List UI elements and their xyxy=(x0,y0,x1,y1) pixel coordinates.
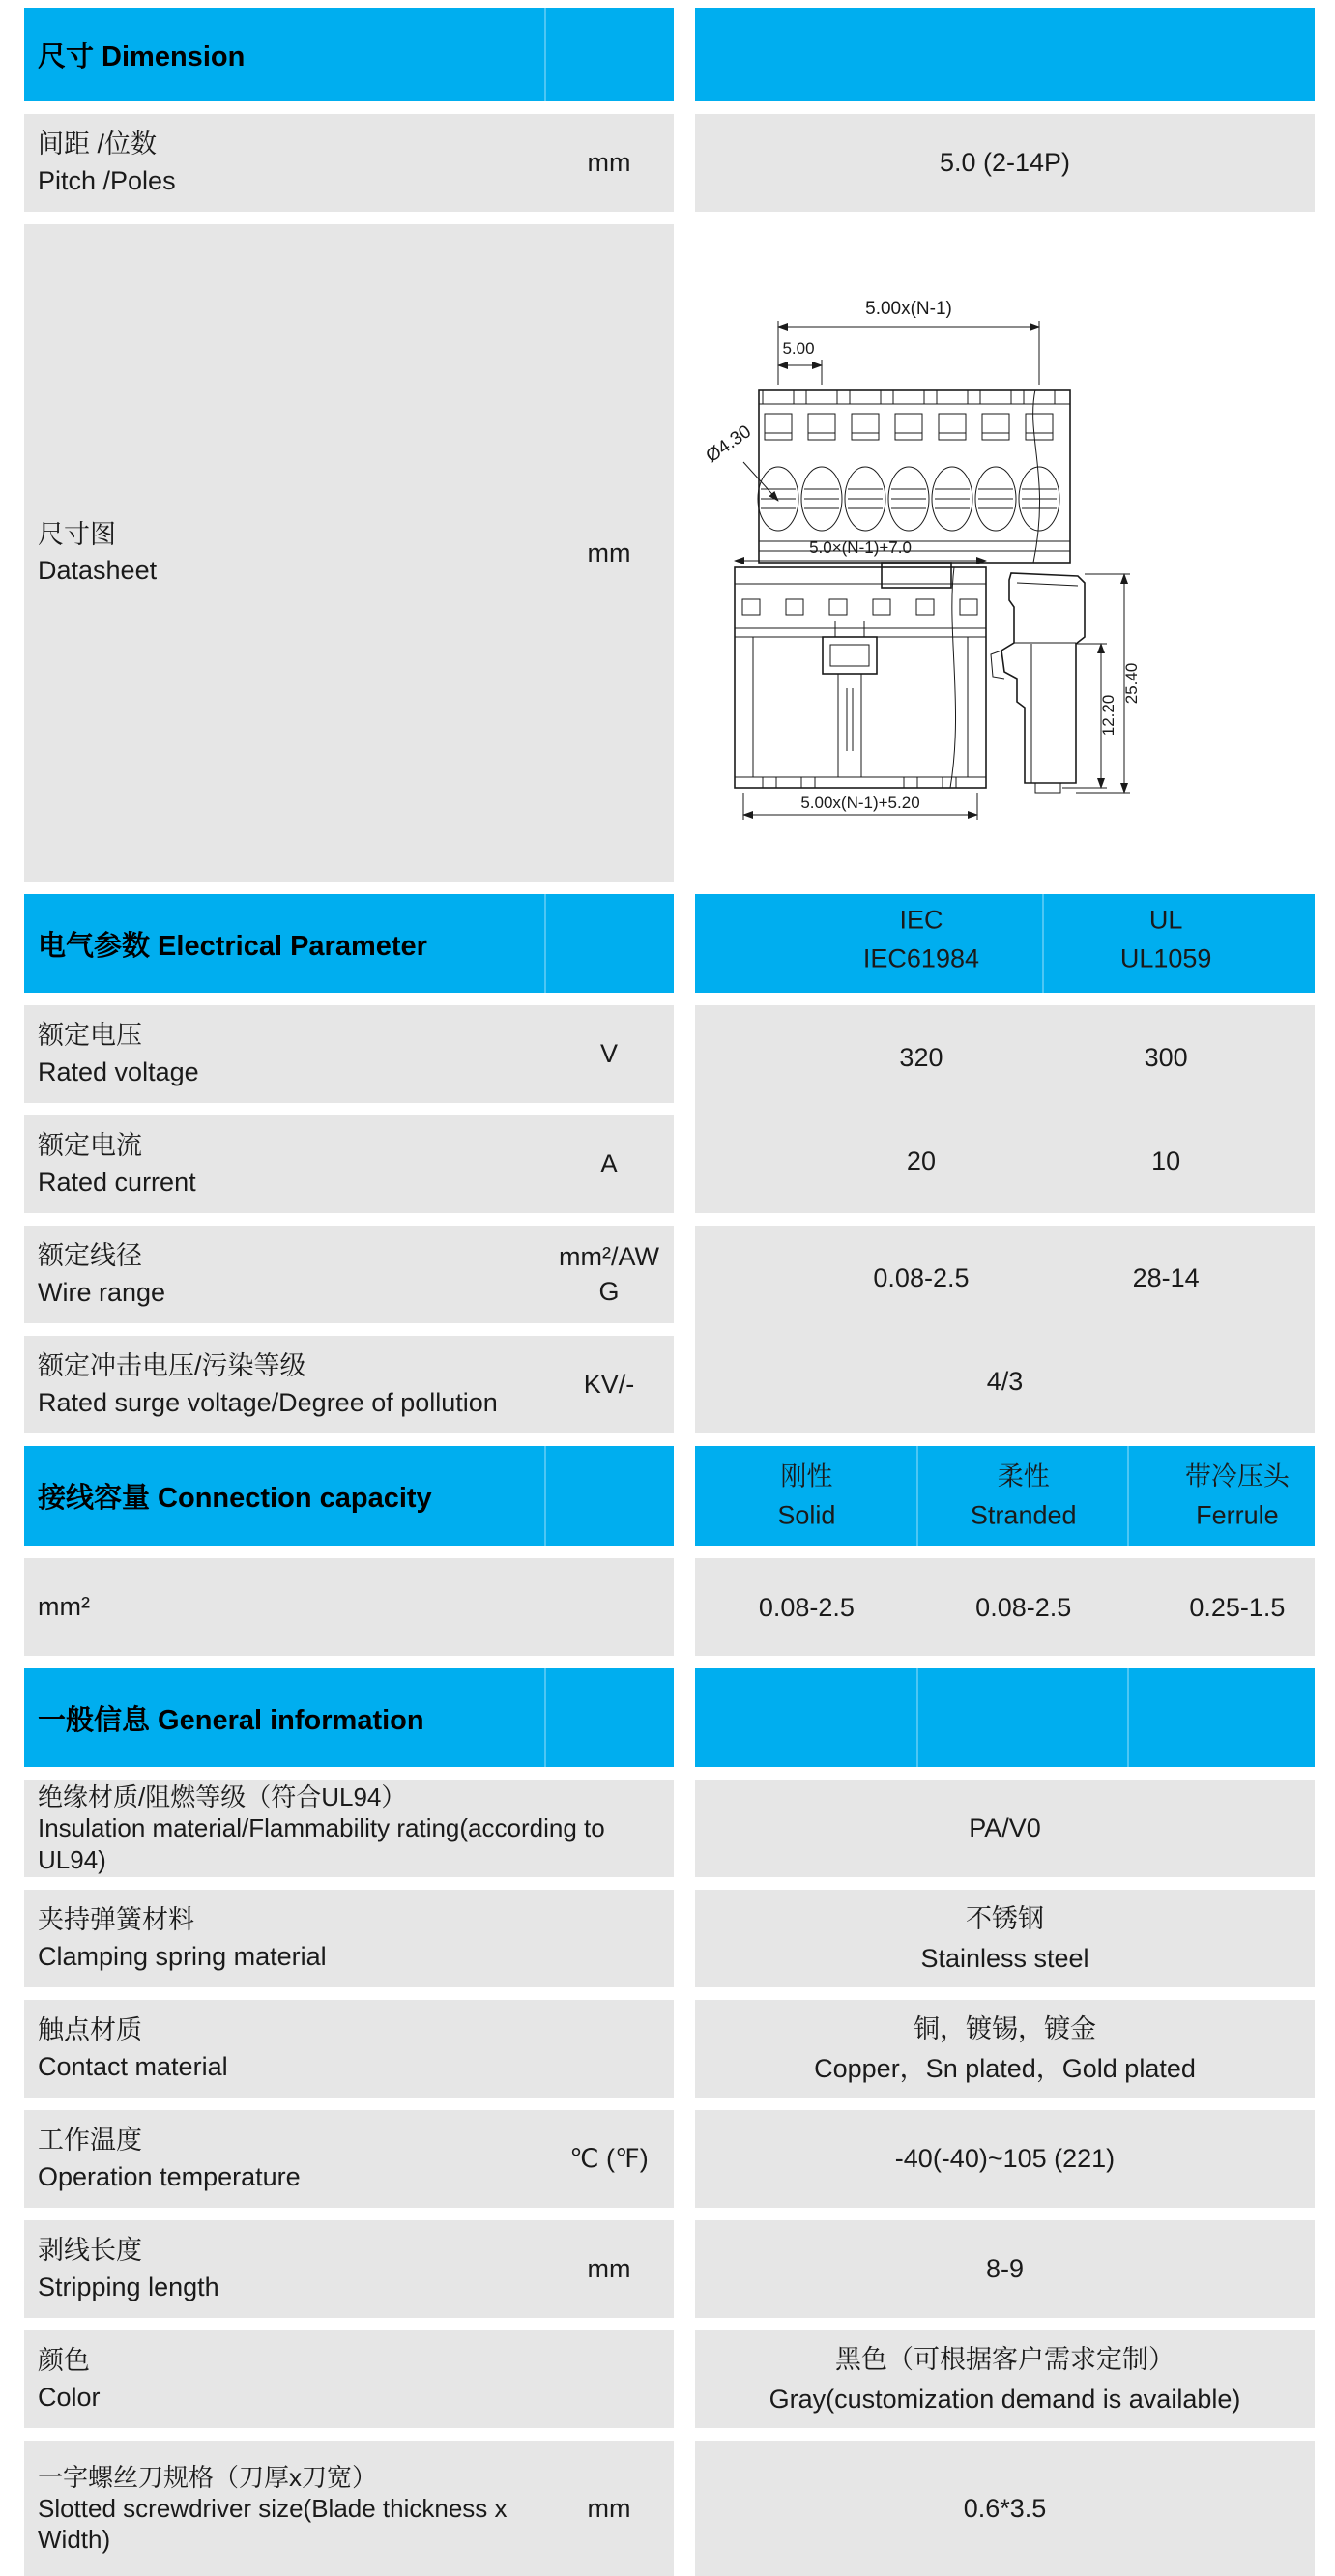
wire-range-values xyxy=(695,1226,1315,1330)
mm2-label: mm² xyxy=(38,1591,90,1621)
wire-surge-values xyxy=(695,1226,1315,1433)
bottom-view-drawing xyxy=(735,538,986,820)
section-general-header xyxy=(24,1668,1315,1767)
contact-label-en: Contact material xyxy=(38,2051,228,2081)
screwdriver-value-cell xyxy=(695,2441,1315,2576)
temperature-label-zh: 工作温度 xyxy=(38,2126,142,2156)
column-ul-standard: UL1059 xyxy=(1119,943,1212,973)
side-view-drawing xyxy=(991,573,1141,793)
screwdriver-label-en: Slotted screwdriver size(Blade thickness x Width) xyxy=(38,2493,508,2555)
spring-value xyxy=(695,1890,1315,1987)
column-stranded-en: Stranded xyxy=(970,1500,1077,1530)
temperature-value: -40(-40)~105 (221) xyxy=(894,2144,1116,2174)
header-divider xyxy=(544,1446,546,1546)
section-electrical-header xyxy=(24,894,1315,993)
voltage-label-cell xyxy=(24,1005,674,1103)
temperature-value-cell xyxy=(695,2110,1315,2208)
dim-lower-height: 12.20 xyxy=(1099,694,1117,737)
dimension-header-left xyxy=(24,8,674,101)
dim-total-pitch: 5.00x(N-1) xyxy=(865,299,952,319)
insulation-label-zh: 绝缘材质/阻燃等级（符合UL94） xyxy=(38,1782,407,1812)
mm2-stranded-value: 0.08-2.5 xyxy=(975,1592,1072,1622)
pin-windows xyxy=(742,599,977,615)
voltage-unit: V xyxy=(599,1039,618,1068)
dimension-header-title: 尺寸 Dimension xyxy=(38,42,246,72)
general-header-title: 一般信息 General information xyxy=(38,1704,424,1736)
wire-range-label-cell xyxy=(24,1226,674,1323)
spring-label-cell xyxy=(24,1890,674,1987)
capacity-header-right xyxy=(695,1446,1315,1546)
current-ul-value: 10 xyxy=(1151,1146,1181,1175)
row-temperature xyxy=(24,2110,1315,2208)
temperature-unit: ℃ (℉) xyxy=(569,2144,649,2173)
dim-overall-width: 5.0×(N-1)+7.0 xyxy=(809,538,912,557)
column-ul-title: UL xyxy=(1148,905,1183,935)
surge-label-en: Rated surge voltage/Degree of pollution xyxy=(38,1387,498,1417)
spring-value-cell xyxy=(695,1890,1315,1987)
capacity-header-title: 接线容量 Connection capacity xyxy=(38,1483,432,1514)
datasheet-label-zh: 尺寸图 xyxy=(38,519,116,549)
stripping-label-zh: 剥线长度 xyxy=(38,2236,142,2266)
header-divider xyxy=(1127,1446,1129,1546)
wire-range-label-zh: 额定线径 xyxy=(38,1241,142,1271)
current-label-cell xyxy=(24,1115,674,1213)
column-stranded-zh: 柔性 xyxy=(997,1462,1050,1491)
insulation-label xyxy=(24,1780,674,1877)
color-label xyxy=(24,2330,674,2428)
pitch-value-cell xyxy=(695,114,1315,212)
section-capacity-header xyxy=(24,1446,1315,1546)
color-label-zh: 颜色 xyxy=(38,2346,90,2376)
dimension-header-right xyxy=(695,8,1315,101)
current-values xyxy=(695,1110,1315,1214)
surge-label-zh: 额定冲击电压/污染等级 xyxy=(38,1351,306,1381)
front-view-holes xyxy=(758,467,1059,531)
pitch-unit: mm xyxy=(587,148,631,177)
screwdriver-value: 0.6*3.5 xyxy=(963,2493,1047,2523)
dim-pitch: 5.00 xyxy=(782,339,815,358)
surge-unit: KV/- xyxy=(583,1370,635,1399)
voltage-label-zh: 额定电压 xyxy=(38,1021,142,1051)
column-ul xyxy=(1120,900,1212,978)
row-screwdriver xyxy=(24,2441,1315,2576)
current-iec-value: 20 xyxy=(906,1146,936,1175)
contact-label-zh: 触点材质 xyxy=(38,2015,142,2045)
general-header-left xyxy=(24,1668,674,1767)
stripping-label-cell xyxy=(24,2220,674,2318)
voltage-ul-value: 300 xyxy=(1144,1042,1188,1072)
color-label-cell xyxy=(24,2330,674,2428)
column-solid-zh: 刚性 xyxy=(780,1462,833,1491)
spring-label-en: Clamping spring material xyxy=(38,1941,327,1971)
contact-value-cell xyxy=(695,2000,1315,2098)
mm2-solid-value: 0.08-2.5 xyxy=(758,1592,855,1622)
insulation-label-cell xyxy=(24,1780,674,1877)
stripping-value-cell xyxy=(695,2220,1315,2318)
wire-range-ul-value: 28-14 xyxy=(1132,1262,1200,1292)
stripping-unit: mm xyxy=(587,2254,631,2283)
spring-label xyxy=(24,1890,674,1987)
contact-label-cell xyxy=(24,2000,674,2098)
column-ferrule xyxy=(1185,1457,1290,1535)
column-iec xyxy=(863,900,979,978)
surge-label-cell xyxy=(24,1336,674,1433)
screwdriver-label-zh: 一字螺丝刀规格（刀厚x刀宽） xyxy=(38,2462,378,2492)
datasheet-label-en: Datasheet xyxy=(38,556,158,585)
current-unit: A xyxy=(599,1149,618,1178)
voltage-values xyxy=(695,1005,1315,1110)
screwdriver-unit: mm xyxy=(587,2493,631,2523)
column-ferrule-zh: 带冷压头 xyxy=(1184,1462,1290,1491)
contact-value-en: Copper，Sn plated，Gold plated xyxy=(814,2053,1196,2083)
dim-height: 25.40 xyxy=(1122,662,1141,705)
insulation-value: PA/V0 xyxy=(969,1813,1041,1843)
capacity-header-left xyxy=(24,1446,674,1546)
dim-bottom-width: 5.00x(N-1)+5.20 xyxy=(800,794,920,812)
electrical-header-title: 电气参数 Electrical Parameter xyxy=(38,930,427,962)
row-contact xyxy=(24,2000,1315,2098)
color-value-zh: 黑色（可根据客户需求定制） xyxy=(835,2345,1175,2374)
pitch-label-cell xyxy=(24,114,674,212)
group-voltage-current xyxy=(24,1005,1315,1213)
mounting-feet xyxy=(763,777,956,788)
screwdriver-label-cell xyxy=(24,2441,674,2576)
spring-label-zh: 夹持弹簧材料 xyxy=(38,1905,194,1935)
header-divider xyxy=(1042,894,1044,993)
electrical-header-left xyxy=(24,894,674,993)
electrical-header-right xyxy=(695,894,1315,993)
dim-hole-diameter: Ø4.30 xyxy=(702,421,756,467)
pitch-value: 5.0 (2-14P) xyxy=(939,148,1071,178)
temperature-label-en: Operation temperature xyxy=(38,2161,301,2191)
color-value-cell xyxy=(695,2330,1315,2428)
color-value xyxy=(695,2330,1315,2428)
column-ferrule-en: Ferrule xyxy=(1196,1500,1279,1530)
voltage-current-labels xyxy=(24,1005,674,1213)
contact-value-zh: 铜，镀锡，镀金 xyxy=(914,2014,1096,2043)
row-stripping xyxy=(24,2220,1315,2318)
contact-value xyxy=(695,2000,1315,2098)
column-solid-en: Solid xyxy=(777,1500,836,1530)
pitch-label-zh: 间距 /位数 xyxy=(38,130,158,159)
wire-range-label-en: Wire range xyxy=(38,1277,166,1307)
mm2-ferrule-value: 0.25-1.5 xyxy=(1189,1592,1286,1622)
row-datasheet xyxy=(24,224,1315,882)
current-label-en: Rated current xyxy=(38,1167,196,1197)
front-view-windows xyxy=(765,414,1053,440)
surge-value: 4/3 xyxy=(986,1367,1024,1396)
mm2-values xyxy=(695,1558,1315,1656)
spring-value-en: Stainless steel xyxy=(920,1943,1089,1973)
row-spring xyxy=(24,1890,1315,1987)
stripping-value: 8-9 xyxy=(985,2254,1025,2284)
header-divider xyxy=(916,1446,918,1546)
header-divider xyxy=(544,8,546,101)
color-label-en: Color xyxy=(38,2382,101,2412)
surge-value-area xyxy=(695,1330,1315,1434)
voltage-iec-value: 320 xyxy=(899,1042,943,1072)
row-pitch-poles xyxy=(24,114,1315,212)
current-label-zh: 额定电流 xyxy=(38,1131,142,1161)
stripping-label-en: Stripping length xyxy=(38,2272,219,2301)
contact-label xyxy=(24,2000,674,2098)
column-stranded xyxy=(971,1457,1077,1535)
insulation-label-en: Insulation material/Flammability rating(according to UL94) xyxy=(38,1813,605,1874)
section-dimension-header xyxy=(24,8,1315,101)
spring-value-zh: 不锈钢 xyxy=(966,1904,1044,1933)
group-wire-surge xyxy=(24,1226,1315,1433)
wire-surge-labels xyxy=(24,1226,674,1433)
color-value-en: Gray(customization demand is available) xyxy=(769,2384,1241,2414)
column-iec-title: IEC xyxy=(899,905,943,935)
wire-range-unit: mm²/AWG xyxy=(559,1242,659,1306)
temperature-label-cell xyxy=(24,2110,674,2208)
voltage-label-en: Rated voltage xyxy=(38,1056,199,1086)
wire-range-iec-value: 0.08-2.5 xyxy=(873,1262,970,1292)
voltage-current-values xyxy=(695,1005,1315,1213)
datasheet-drawing-area xyxy=(695,224,1315,882)
column-iec-standard: IEC61984 xyxy=(862,943,979,973)
header-divider xyxy=(544,894,546,993)
row-capacity-mm2 xyxy=(24,1558,1315,1656)
header-divider xyxy=(1127,1668,1129,1767)
pitch-label-en: Pitch /Poles xyxy=(38,165,176,195)
column-solid xyxy=(777,1457,835,1535)
technical-drawing xyxy=(695,224,1315,882)
datasheet-label-cell xyxy=(24,224,674,882)
row-color xyxy=(24,2330,1315,2428)
datasheet-unit: mm xyxy=(587,537,631,567)
header-divider xyxy=(916,1668,918,1767)
mm2-label-cell xyxy=(24,1558,674,1656)
insulation-value-cell xyxy=(695,1780,1315,1877)
general-header-right xyxy=(695,1668,1315,1767)
row-insulation xyxy=(24,1780,1315,1877)
header-divider xyxy=(544,1668,546,1767)
